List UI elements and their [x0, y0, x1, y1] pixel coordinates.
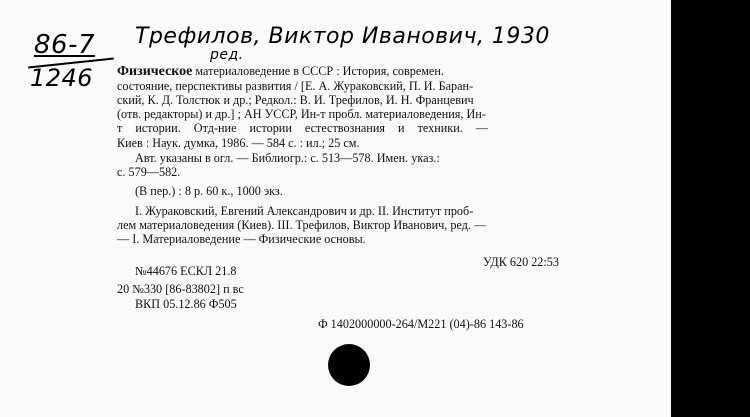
- notes-line-2: с. 579—582.: [117, 165, 181, 179]
- card-number-line-3: ВКП 05.12.86 Ф505: [135, 297, 237, 311]
- card-punch-hole: [328, 344, 370, 386]
- title-bold: Физическое: [117, 64, 193, 79]
- notes-line-1: Авт. указаны в огл. — Библиогр.: с. 513—578. Имен. указ.:: [135, 151, 440, 165]
- tracing-line-3: — I. Материаловедение — Физические основы.: [117, 232, 366, 246]
- handwritten-heading: Трефилов, Виктор Иванович, 1930: [135, 24, 550, 49]
- tracing-line-2: лем материаловедения (Киев). III. Трефилов, Виктор Иванович, ред. —: [117, 218, 487, 232]
- handwritten-editor-mark: ред.: [210, 47, 244, 63]
- handwritten-call-number-top: 86-7: [34, 30, 96, 60]
- price-line: (В пер.) : 8 р. 60 к., 1000 экз.: [135, 184, 283, 198]
- title-rest: материаловедение в СССР : История, современ.: [195, 64, 444, 78]
- udk-code: УДК 620 22:53: [483, 255, 559, 269]
- description-line-6: Киев : Наук. думка, 1986. — 584 с. : ил.; 25 см.: [117, 136, 360, 150]
- tracing-line-1: I. Жураковский, Евгений Александрович и др. II. Институт проб-: [135, 204, 474, 218]
- description-line-5: т истории. Отд-ние истории естествознания и техники. —: [117, 121, 489, 135]
- description-line-2: состояние, перспективы развития / [Е. А. Жураковский, П. И. Баран-: [117, 79, 474, 93]
- handwritten-call-number-bottom: 1246: [30, 64, 94, 92]
- description-line-3: ский, К. Д. Толстюк и др.; Редкол.: В. И. Трефилов, И. Н. Францевич: [117, 93, 474, 107]
- description-line-4: (отв. редакторы) и др.] ; АН УССР, Ин-т пробл. материаловедения, Ин-: [117, 107, 486, 121]
- card-number-line-2: 20 №330 [86-83802] п вс: [117, 282, 244, 296]
- catalog-code: Ф 1402000000-264/М221 (04)-86 143-86: [318, 317, 524, 331]
- card-number-line-1: №44676 ЕСКЛ 21.8: [135, 264, 237, 278]
- title-line: [117, 65, 444, 79]
